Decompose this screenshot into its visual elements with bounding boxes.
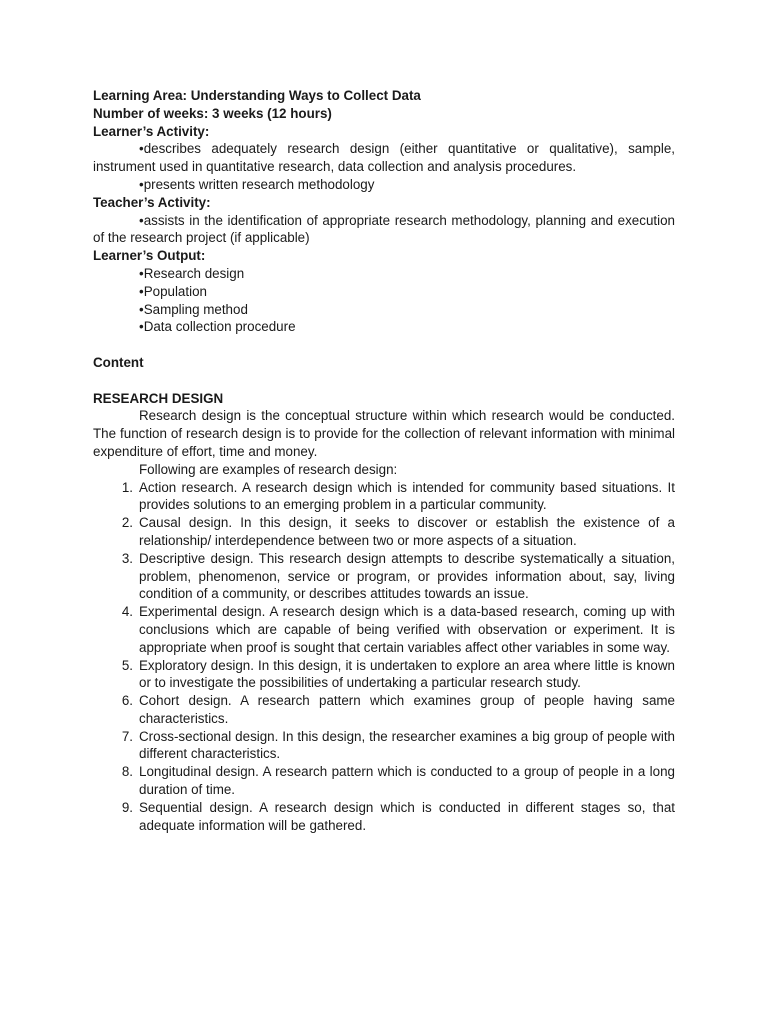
- list-item: [93, 479, 675, 515]
- list-item: [93, 550, 675, 603]
- learner-activity-heading: Learner’s Activity:: [93, 123, 210, 139]
- list-item: [93, 692, 675, 728]
- teacher-activity-item: •assists in the identification of appropriate research methodology, planning and execution of the research project (if applicable): [93, 212, 675, 246]
- list-item-number: 4.: [121, 604, 133, 620]
- research-design-list: [93, 479, 675, 835]
- list-item-number: 2.: [121, 515, 133, 531]
- list-item-text: Causal design. In this design, it seeks to discover or establish the existence of a relationship/ interdependence between two or more aspects of a situation.: [139, 515, 675, 548]
- list-item-text: Sequential design. A research design which is conducted in different stages so, that adequate information will be gathered.: [139, 799, 675, 833]
- list-item-number: 8.: [121, 764, 133, 780]
- blank-line: [93, 336, 675, 354]
- list-item-text: Experimental design. A research design which is a data-based research, coming up with conclusions which are capable of being verified with observation or experiment. It is appropriate when proof is sought that certain variables affect other variables in some way.: [139, 604, 675, 655]
- list-item-number: 7.: [121, 728, 133, 744]
- learner-output-item: •Sampling method: [139, 301, 248, 317]
- document-page: [93, 87, 675, 834]
- content-heading: Content: [93, 354, 144, 370]
- list-item: [93, 514, 675, 550]
- list-item-text: Cross-sectional design. In this design, the researcher examines a big group of people with different characteristics.: [139, 728, 675, 762]
- list-item-text: Descriptive design. This research design attempts to describe systematically a situation, problem, phenomenon, service or program, or provides information about, say, living condition of a community, or describes attitudes towards an issue.: [139, 550, 675, 602]
- list-item: [93, 603, 675, 656]
- learner-output-item: •Data collection procedure: [139, 319, 296, 335]
- learner-output-heading: Learner’s Output:: [93, 248, 206, 264]
- list-item-text: Action research. A research design which is intended for community based situations. It provides solutions to an emerging problem in a particular community.: [139, 479, 675, 513]
- list-item-number: 1.: [121, 479, 133, 495]
- list-item-text: Longitudinal design. A research pattern which is conducted to a group of people in a long duration of time.: [139, 764, 675, 798]
- learning-area-title: Learning Area: Understanding Ways to Collect Data: [93, 88, 421, 103]
- list-item-number: 5.: [121, 657, 133, 673]
- list-item: [93, 799, 675, 835]
- examples-lead: Following are examples of research design:: [139, 461, 398, 477]
- list-item: [93, 763, 675, 799]
- list-item-number: 6.: [121, 693, 133, 709]
- research-design-intro: Research design is the conceptual structure within which research would be conducted. The function of research design is to provide for the collection of relevant information with minimal expenditure of effort, time and money.: [93, 408, 675, 459]
- research-design-heading: RESEARCH DESIGN: [93, 390, 224, 406]
- list-item: [93, 657, 675, 693]
- learner-activity-item: •describes adequately research design (either quantitative or qualitative), sample, instrument used in quantitative research, data collection and analysis procedures.: [93, 141, 675, 175]
- list-item-number: 9.: [121, 799, 133, 815]
- teacher-activity-heading: Teacher’s Activity:: [93, 194, 211, 210]
- list-item-number: 3.: [121, 550, 133, 566]
- blank-line: [93, 372, 675, 390]
- learner-output-item: •Population: [139, 283, 207, 299]
- learner-output-item: •Research design: [139, 265, 245, 281]
- learner-activity-item: •presents written research methodology: [139, 176, 375, 192]
- list-item-text: Cohort design. A research pattern which examines group of people having same characteristics.: [139, 693, 675, 726]
- list-item-text: Exploratory design. In this design, it is undertaken to explore an area where little is known or to investigate the possibilities of undertaking a particular research study.: [139, 657, 675, 691]
- number-of-weeks: Number of weeks: 3 weeks (12 hours): [93, 105, 332, 121]
- list-item: [93, 728, 675, 764]
